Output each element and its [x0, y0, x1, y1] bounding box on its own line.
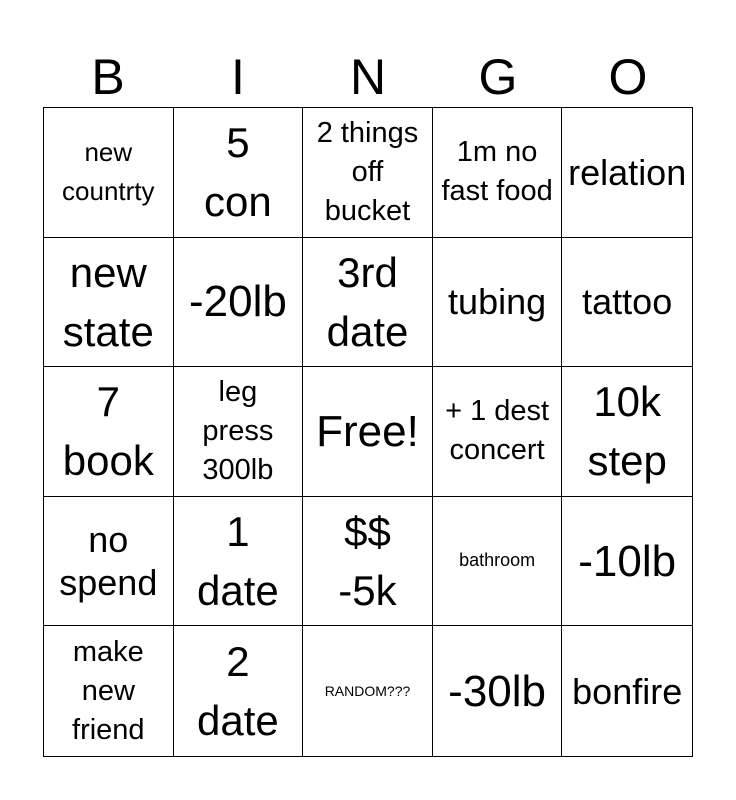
- bingo-cell-r2-c2[interactable]: -20lb: [174, 238, 304, 368]
- bingo-cell-r1-c2[interactable]: 5 con: [174, 108, 304, 238]
- bingo-cell-r4-c2[interactable]: 1 date: [174, 497, 304, 627]
- bingo-cell-r2-c3[interactable]: 3rd date: [303, 238, 433, 368]
- bingo-header: [43, 48, 693, 106]
- bingo-cell-r1-c1[interactable]: new countrty: [44, 108, 174, 238]
- bingo-cell-r3-c2[interactable]: leg press 300lb: [174, 367, 304, 497]
- header-letter-i: I: [231, 49, 245, 105]
- bingo-cell-r5-c5[interactable]: bonfire: [572, 670, 683, 712]
- bingo-cell-r4-c4[interactable]: bathroom: [433, 497, 563, 627]
- bingo-cell-r3-c4[interactable]: + 1 dest concert: [433, 367, 563, 497]
- bingo-cell-r2-c5[interactable]: tattoo: [562, 238, 692, 368]
- header-letter-n: N: [349, 49, 387, 105]
- bingo-cell-r5-c3[interactable]: RANDOM???: [303, 626, 433, 756]
- bingo-cell-r5-c4[interactable]: -30lb: [433, 626, 563, 756]
- bingo-board: [43, 107, 693, 757]
- header-letter-b: B: [91, 49, 125, 105]
- bingo-cell-r3-c5[interactable]: 10k step: [562, 367, 692, 497]
- bingo-cell-r1-c5[interactable]: relation: [562, 108, 692, 238]
- bingo-cell-r3-c3[interactable]: Free!: [303, 367, 433, 497]
- bingo-cell-r2-c4[interactable]: tubing: [433, 238, 563, 368]
- bingo-cell-r3-c1[interactable]: 7 book: [44, 367, 174, 497]
- bingo-cell-r1-c4[interactable]: 1m no fast food: [433, 108, 563, 238]
- header-letter-o: O: [608, 49, 648, 105]
- bingo-cell-r5-c1[interactable]: make new friend: [44, 626, 174, 756]
- header-letter-g: G: [478, 49, 518, 105]
- bingo-cell-r2-c1[interactable]: new state: [44, 238, 174, 368]
- bingo-cell-r4-c5[interactable]: -10lb: [562, 497, 692, 627]
- bingo-cell-r5-c2[interactable]: 2 date: [174, 626, 304, 756]
- bingo-cell-r4-c1[interactable]: no spend: [44, 497, 174, 627]
- bingo-cell-r1-c3[interactable]: 2 things off bucket: [303, 108, 433, 238]
- bingo-cell-r4-c3[interactable]: $$ -5k: [303, 497, 433, 627]
